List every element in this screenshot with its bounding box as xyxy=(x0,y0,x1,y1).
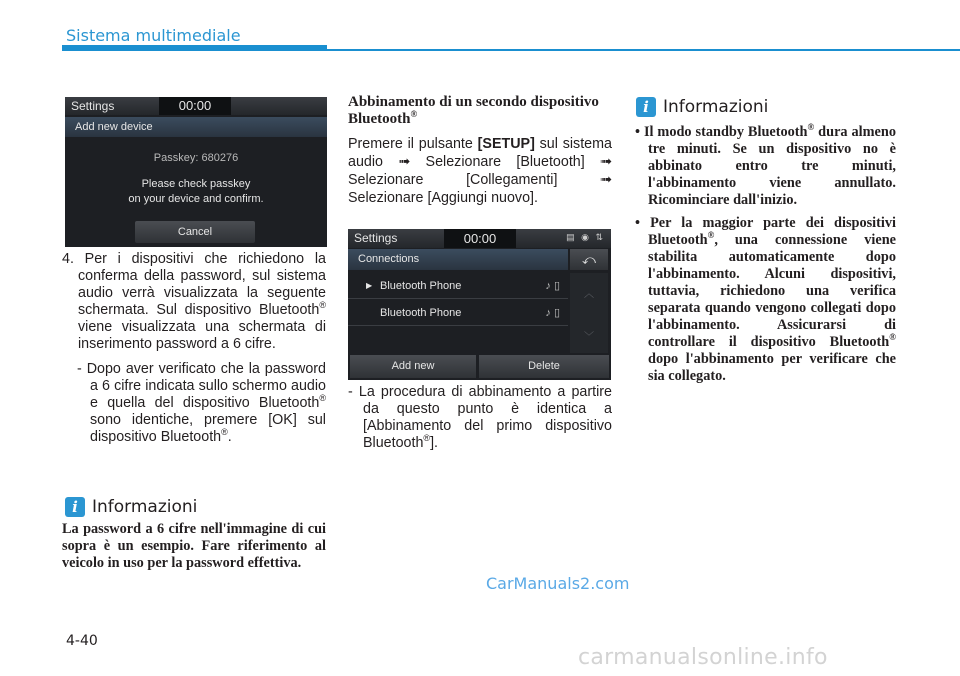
add-new-button[interactable]: Add new xyxy=(350,355,476,378)
device-row-1[interactable] xyxy=(348,273,568,299)
info-heading-left xyxy=(65,497,197,517)
confirm-message-line2: on your device and confirm. xyxy=(128,193,264,205)
procedure-note: - La procedura di abbinamento a partire da questo punto è identica a [Abbinamento del primo dispositivo Bluetooth®]. xyxy=(348,384,612,451)
footer-watermark: carmanualsonline.info xyxy=(578,645,828,670)
screen-title: Settings xyxy=(354,231,398,245)
step-4-subnote: - Dopo aver verificato che la password a 6 cifre indicata sullo schermo audio e quella del dispositivo Bluetooth® sono identiche, premere [OK] sul dispositivo Bluetooth®. xyxy=(77,361,326,445)
passkey-screenshot xyxy=(65,97,327,247)
section-title: Sistema multimediale xyxy=(66,26,241,45)
scroll-down-icon[interactable]: ﹀ xyxy=(584,332,594,343)
play-arrow-icon: ▶ xyxy=(366,281,373,290)
screen-subheader: Add new device xyxy=(65,117,327,137)
passkey-text: Passkey: 680276 xyxy=(153,152,239,164)
second-device-instructions: Premere il pulsante [SETUP] sul sistema audio ➟ Selezionare [Bluetooth] ➟ Selezionare [Collegamenti] ➟ Selezionare [Aggiungi nuovo]. xyxy=(348,136,612,206)
device-name: Bluetooth Phone xyxy=(380,280,462,292)
step-4-block xyxy=(62,251,326,446)
status-icons: ▤ ◉ ⇅ xyxy=(566,232,605,242)
connections-screenshot xyxy=(348,229,611,380)
screen-title: Settings xyxy=(71,99,115,113)
device-row-2[interactable] xyxy=(348,300,568,326)
info-title: Informazioni xyxy=(663,97,769,117)
back-icon[interactable]: ⤺ xyxy=(570,249,608,270)
screen-title-bar xyxy=(348,229,611,248)
device-status-icons: ♪ ▯ xyxy=(545,280,560,292)
screen-subheader: Connections xyxy=(348,249,568,270)
info-bullet-list xyxy=(630,124,896,391)
watermark: CarManuals2.com xyxy=(486,574,630,593)
step-4-text: 4. Per i dispositivi che richiedono la conferma della password, sul sistema audio verrà visualizzata la seguente schermata. Sul dispositivo Bluetooth® viene visualizzata una schermata di inserimento password a 6 cifre. xyxy=(62,251,326,352)
screen-clock: 00:00 xyxy=(159,97,231,115)
info-title: Informazioni xyxy=(92,497,198,517)
device-name: Bluetooth Phone xyxy=(380,307,462,319)
scroll-up-icon[interactable]: ︿ xyxy=(584,289,594,300)
second-device-heading: Abbinamento di un secondo dispositivo Bluetooth® xyxy=(348,94,599,127)
screen-clock: 00:00 xyxy=(444,229,516,248)
confirm-message-line1: Please check passkey xyxy=(141,178,251,190)
list-item: • Per la maggior parte dei dispositivi Bluetooth®, una connessione viene stabilita automaticamente dopo l'abbinamento. Alcuni dispositivi, tuttavia, richiedono una verifica separata quando vengono collegati dopo l'abbinamento. Assicurarsi di controllare il dispositivo Bluetooth® dopo l'abbinamento per verificare che sia collegato. xyxy=(635,215,896,384)
scrollbar[interactable] xyxy=(570,273,608,353)
info-text-left: La password a 6 cifre nell'immagine di cui sopra è un esempio. Fare riferimento al veicolo in uso per la password effettiva. xyxy=(62,521,326,571)
header-rule-thin xyxy=(327,49,960,51)
page-number: 4-40 xyxy=(66,633,98,649)
info-icon: i xyxy=(636,97,656,117)
screen-title-bar xyxy=(65,97,327,115)
delete-button[interactable]: Delete xyxy=(479,355,609,378)
cancel-button[interactable]: Cancel xyxy=(135,221,255,243)
info-icon: i xyxy=(65,497,85,517)
list-item: • Il modo standby Bluetooth® dura almeno tre minuti. Se un dispositivo no è abbinato entro tre minuti, l'abbinamento viene annullato. Ricominciare dall'inizio. xyxy=(635,122,896,208)
header-rule-thick xyxy=(62,45,327,51)
device-status-icons: ♪ ▯ xyxy=(545,307,560,319)
info-heading-right xyxy=(636,97,768,117)
